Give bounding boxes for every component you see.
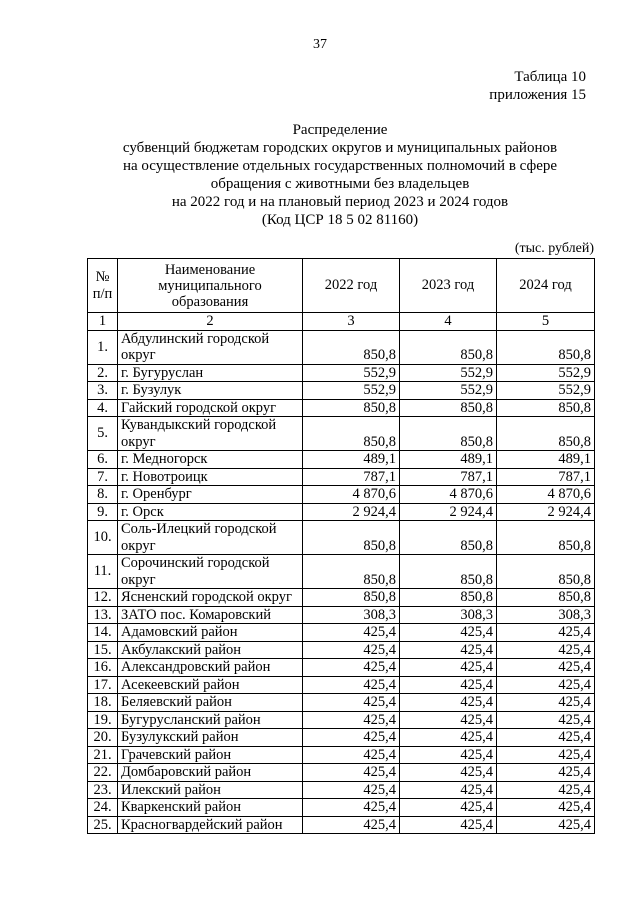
title-line: на осуществление отдельных государственных полномочий в сфере	[122, 158, 558, 174]
table-row	[88, 641, 595, 659]
row-number-cell: 8.	[88, 486, 118, 504]
table-row	[88, 781, 595, 799]
value-2022-cell: 552,9	[303, 364, 400, 382]
value-2024-cell: 489,1	[497, 451, 595, 469]
row-number-cell: 10.	[88, 521, 118, 555]
table-row	[88, 606, 595, 624]
row-number-cell: 21.	[88, 746, 118, 764]
value-2024-cell: 850,8	[497, 589, 595, 607]
table-header-row	[88, 259, 595, 313]
distribution-table	[87, 258, 595, 834]
value-2024-cell: 425,4	[497, 764, 595, 782]
value-2023-cell: 425,4	[400, 624, 497, 642]
value-2024-cell: 425,4	[497, 711, 595, 729]
document-title	[90, 121, 590, 229]
value-2024-cell: 425,4	[497, 729, 595, 747]
municipality-name-cell: Акбулакский район	[118, 641, 303, 659]
municipality-name-cell: Александровский район	[118, 659, 303, 677]
table-row	[88, 486, 595, 504]
municipality-name-cell: Абдулинский городской округ	[118, 330, 303, 364]
value-2022-cell: 308,3	[303, 606, 400, 624]
value-2023-cell: 425,4	[400, 676, 497, 694]
row-number-cell: 20.	[88, 729, 118, 747]
table-row	[88, 417, 595, 451]
value-2023-cell: 425,4	[400, 781, 497, 799]
value-2022-cell: 489,1	[303, 451, 400, 469]
table-label-number: Таблица 10	[514, 69, 586, 85]
table-row	[88, 589, 595, 607]
table-row	[88, 451, 595, 469]
value-2023-cell: 425,4	[400, 641, 497, 659]
value-2024-cell: 425,4	[497, 816, 595, 834]
municipality-name-cell: Кваркенский район	[118, 799, 303, 817]
municipality-name-cell: Илекский район	[118, 781, 303, 799]
row-number-cell: 13.	[88, 606, 118, 624]
municipality-name-cell: Соль-Илецкий городской округ	[118, 521, 303, 555]
row-number-cell: 25.	[88, 816, 118, 834]
table-row	[88, 746, 595, 764]
value-2024-cell: 850,8	[497, 330, 595, 364]
value-2022-cell: 850,8	[303, 521, 400, 555]
table-row	[88, 364, 595, 382]
value-2022-cell: 850,8	[303, 417, 400, 451]
value-2023-cell: 425,4	[400, 729, 497, 747]
value-2024-cell: 552,9	[497, 364, 595, 382]
value-2023-cell: 552,9	[400, 364, 497, 382]
table-label-appendix: приложения 15	[489, 87, 586, 103]
value-2024-cell: 425,4	[497, 781, 595, 799]
value-2024-cell: 425,4	[497, 694, 595, 712]
value-2023-cell: 308,3	[400, 606, 497, 624]
header-name: Наименование муниципального образования	[118, 259, 303, 313]
column-number: 3	[303, 313, 400, 331]
table-row	[88, 521, 595, 555]
municipality-name-cell: г. Бугуруслан	[118, 364, 303, 382]
municipality-name-cell: Сорочинский городской округ	[118, 555, 303, 589]
value-2023-cell: 850,8	[400, 330, 497, 364]
row-number-cell: 2.	[88, 364, 118, 382]
value-2024-cell: 850,8	[497, 555, 595, 589]
value-2024-cell: 850,8	[497, 399, 595, 417]
value-2023-cell: 425,4	[400, 659, 497, 677]
header-2023: 2023 год	[400, 259, 497, 313]
municipality-name-cell: Бузулукский район	[118, 729, 303, 747]
municipality-name-cell: г. Бузулук	[118, 382, 303, 400]
title-line: на 2022 год и на плановый период 2023 и 2024 годов	[171, 194, 509, 210]
column-number: 5	[497, 313, 595, 331]
value-2024-cell: 425,4	[497, 624, 595, 642]
column-number: 2	[118, 313, 303, 331]
value-2022-cell: 425,4	[303, 816, 400, 834]
row-number-cell: 9.	[88, 503, 118, 521]
row-number-cell: 7.	[88, 468, 118, 486]
value-2022-cell: 2 924,4	[303, 503, 400, 521]
table-label	[489, 68, 586, 104]
municipality-name-cell: г. Новотроицк	[118, 468, 303, 486]
value-2024-cell: 850,8	[497, 417, 595, 451]
header-number: № п/п	[88, 259, 118, 313]
page-number: 37	[313, 37, 327, 52]
table-row	[88, 624, 595, 642]
table-row	[88, 330, 595, 364]
table-row	[88, 399, 595, 417]
value-2022-cell: 425,4	[303, 659, 400, 677]
row-number-cell: 1.	[88, 330, 118, 364]
row-number-cell: 6.	[88, 451, 118, 469]
value-2024-cell: 425,4	[497, 746, 595, 764]
title-line: (Код ЦСР 18 5 02 81160)	[261, 212, 419, 228]
table-row	[88, 555, 595, 589]
value-2023-cell: 850,8	[400, 521, 497, 555]
value-2023-cell: 425,4	[400, 816, 497, 834]
table-row	[88, 816, 595, 834]
row-number-cell: 18.	[88, 694, 118, 712]
municipality-name-cell: Ясненский городской округ	[118, 589, 303, 607]
value-2022-cell: 850,8	[303, 399, 400, 417]
row-number-cell: 15.	[88, 641, 118, 659]
municipality-name-cell: Асекеевский район	[118, 676, 303, 694]
value-2023-cell: 489,1	[400, 451, 497, 469]
value-2024-cell: 425,4	[497, 641, 595, 659]
value-2023-cell: 425,4	[400, 799, 497, 817]
value-2023-cell: 425,4	[400, 694, 497, 712]
table-row	[88, 503, 595, 521]
table-row	[88, 659, 595, 677]
header-2024: 2024 год	[497, 259, 595, 313]
municipality-name-cell: Гайский городской округ	[118, 399, 303, 417]
table-row	[88, 764, 595, 782]
value-2022-cell: 425,4	[303, 641, 400, 659]
value-2022-cell: 425,4	[303, 799, 400, 817]
municipality-name-cell: ЗАТО пос. Комаровский	[118, 606, 303, 624]
value-2022-cell: 425,4	[303, 746, 400, 764]
value-2023-cell: 552,9	[400, 382, 497, 400]
municipality-name-cell: Грачевский район	[118, 746, 303, 764]
row-number-cell: 16.	[88, 659, 118, 677]
table-row	[88, 711, 595, 729]
title-line: Распределение	[292, 122, 388, 138]
value-2024-cell: 552,9	[497, 382, 595, 400]
value-2022-cell: 425,4	[303, 781, 400, 799]
value-2022-cell: 4 870,6	[303, 486, 400, 504]
value-2024-cell: 787,1	[497, 468, 595, 486]
value-2022-cell: 425,4	[303, 624, 400, 642]
column-number: 1	[88, 313, 118, 331]
header-2022: 2022 год	[303, 259, 400, 313]
value-2023-cell: 850,8	[400, 417, 497, 451]
value-2023-cell: 4 870,6	[400, 486, 497, 504]
value-2022-cell: 552,9	[303, 382, 400, 400]
table-row	[88, 729, 595, 747]
units-label: (тыс. рублей)	[514, 241, 594, 256]
table-row	[88, 799, 595, 817]
municipality-name-cell: Домбаровский район	[118, 764, 303, 782]
value-2023-cell: 850,8	[400, 399, 497, 417]
title-line: обращения с животными без владельцев	[210, 176, 470, 192]
table-body	[88, 330, 595, 834]
municipality-name-cell: Красногвардейский район	[118, 816, 303, 834]
value-2023-cell: 2 924,4	[400, 503, 497, 521]
column-number-row	[88, 313, 595, 331]
value-2024-cell: 425,4	[497, 659, 595, 677]
row-number-cell: 11.	[88, 555, 118, 589]
value-2022-cell: 850,8	[303, 330, 400, 364]
row-number-cell: 5.	[88, 417, 118, 451]
row-number-cell: 3.	[88, 382, 118, 400]
municipality-name-cell: г. Орск	[118, 503, 303, 521]
value-2022-cell: 425,4	[303, 729, 400, 747]
table-row	[88, 676, 595, 694]
municipality-name-cell: Бугурусланский район	[118, 711, 303, 729]
table-row	[88, 382, 595, 400]
row-number-cell: 24.	[88, 799, 118, 817]
value-2024-cell: 850,8	[497, 521, 595, 555]
value-2024-cell: 4 870,6	[497, 486, 595, 504]
row-number-cell: 4.	[88, 399, 118, 417]
title-line: субвенций бюджетам городских округов и муниципальных районов	[122, 140, 558, 156]
value-2023-cell: 850,8	[400, 555, 497, 589]
row-number-cell: 17.	[88, 676, 118, 694]
value-2023-cell: 425,4	[400, 711, 497, 729]
table-row	[88, 694, 595, 712]
municipality-name-cell: Кувандыкский городской округ	[118, 417, 303, 451]
value-2024-cell: 308,3	[497, 606, 595, 624]
municipality-name-cell: Беляевский район	[118, 694, 303, 712]
municipality-name-cell: г. Оренбург	[118, 486, 303, 504]
row-number-cell: 12.	[88, 589, 118, 607]
value-2022-cell: 425,4	[303, 711, 400, 729]
value-2023-cell: 425,4	[400, 764, 497, 782]
column-number: 4	[400, 313, 497, 331]
value-2022-cell: 850,8	[303, 555, 400, 589]
value-2022-cell: 850,8	[303, 589, 400, 607]
value-2022-cell: 425,4	[303, 694, 400, 712]
municipality-name-cell: г. Медногорск	[118, 451, 303, 469]
row-number-cell: 19.	[88, 711, 118, 729]
value-2023-cell: 787,1	[400, 468, 497, 486]
value-2022-cell: 787,1	[303, 468, 400, 486]
value-2022-cell: 425,4	[303, 764, 400, 782]
value-2024-cell: 425,4	[497, 799, 595, 817]
row-number-cell: 14.	[88, 624, 118, 642]
value-2023-cell: 425,4	[400, 746, 497, 764]
row-number-cell: 23.	[88, 781, 118, 799]
value-2022-cell: 425,4	[303, 676, 400, 694]
row-number-cell: 22.	[88, 764, 118, 782]
value-2023-cell: 850,8	[400, 589, 497, 607]
municipality-name-cell: Адамовский район	[118, 624, 303, 642]
value-2024-cell: 425,4	[497, 676, 595, 694]
value-2024-cell: 2 924,4	[497, 503, 595, 521]
table-row	[88, 468, 595, 486]
